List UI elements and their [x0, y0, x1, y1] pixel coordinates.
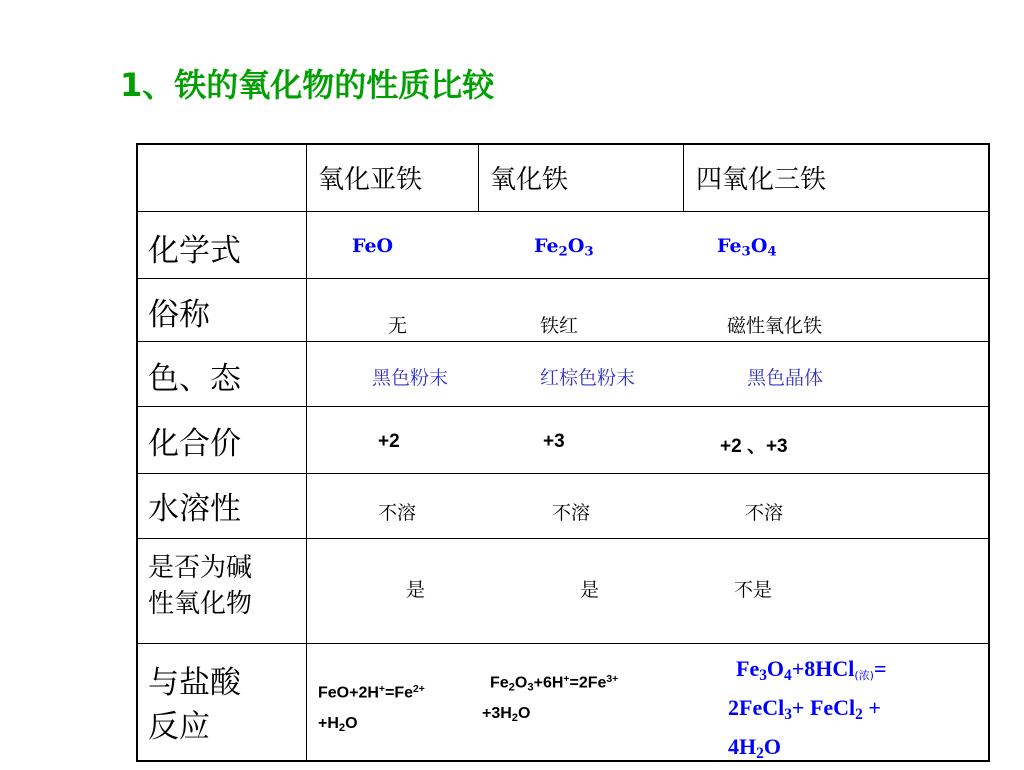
reaction-feo: $FeO+2H^+=Fe^{2+}$ $+H_2O$ — [318, 684, 425, 734]
reaction-fe2o3: $Fe_2O_3+6H^+=2Fe^{3+}$ $+3H_2O$ — [482, 674, 619, 724]
color-state-feo: 黑色粉末 — [372, 367, 449, 389]
column-divider — [683, 145, 684, 211]
valence-fe3o4: +2 、+3 — [720, 436, 788, 457]
valence-feo: +2 — [378, 431, 400, 452]
row-label-basic-oxide-line2: 性氧化物 — [148, 589, 253, 619]
row-label-solubility: 水溶性 — [148, 491, 241, 527]
row-divider — [138, 278, 988, 279]
row-divider — [138, 473, 988, 474]
row-divider — [138, 643, 988, 644]
formula-feo: FeO — [352, 235, 394, 257]
basic-oxide-fe3o4: 不是 — [734, 579, 773, 601]
row-divider — [138, 406, 988, 407]
solubility-fe3o4: 不溶 — [745, 502, 784, 524]
row-label-valence: 化合价 — [148, 426, 241, 462]
row-divider — [138, 538, 988, 539]
column-divider — [478, 145, 479, 211]
row-divider — [138, 341, 988, 342]
row-label-hcl — [148, 661, 241, 749]
row-label-hcl-line2: 反应 — [148, 709, 210, 745]
reaction-fe3o4: $Fe_3O_4+8HCl_{(浓)}=$ 2FeCl$_3$+ FeCl$_2$ + $4H_2O$ — [728, 656, 887, 762]
common-name-fe3o4: 磁性氧化铁 — [727, 315, 823, 337]
color-state-fe3o4: 黑色晶体 — [747, 367, 824, 389]
page-title: 1、铁的氧化物的性质比较 — [120, 66, 495, 104]
formula-fe2o3: $Fe_2O_3$ — [534, 235, 594, 260]
row-label-basic-oxide — [148, 550, 252, 622]
header-ferrous-oxide: 氧化亚铁 — [318, 165, 423, 195]
solubility-fe2o3: 不溶 — [552, 502, 591, 524]
valence-fe2o3: +3 — [543, 431, 565, 452]
comparison-table — [136, 143, 990, 762]
row-divider — [138, 211, 988, 212]
common-name-feo: 无 — [388, 315, 408, 337]
column-divider — [306, 145, 307, 760]
header-ferric-oxide: 氧化铁 — [490, 165, 569, 195]
common-name-fe2o3: 铁红 — [540, 315, 579, 337]
row-label-basic-oxide-line1: 是否为碱 — [148, 553, 253, 583]
basic-oxide-fe2o3: 是 — [580, 579, 600, 601]
formula-fe3o4: $Fe_3O_4$ — [717, 235, 777, 260]
color-state-fe2o3: 红棕色粉末 — [540, 367, 636, 389]
solubility-feo: 不溶 — [378, 502, 417, 524]
row-label-color-state: 色、态 — [148, 361, 241, 397]
row-label-hcl-line1: 与盐酸 — [148, 665, 241, 701]
header-ferroferric-oxide: 四氧化三铁 — [696, 165, 827, 195]
row-label-formula: 化学式 — [148, 233, 241, 269]
basic-oxide-feo: 是 — [406, 579, 426, 601]
row-label-common-name: 俗称 — [148, 297, 210, 333]
